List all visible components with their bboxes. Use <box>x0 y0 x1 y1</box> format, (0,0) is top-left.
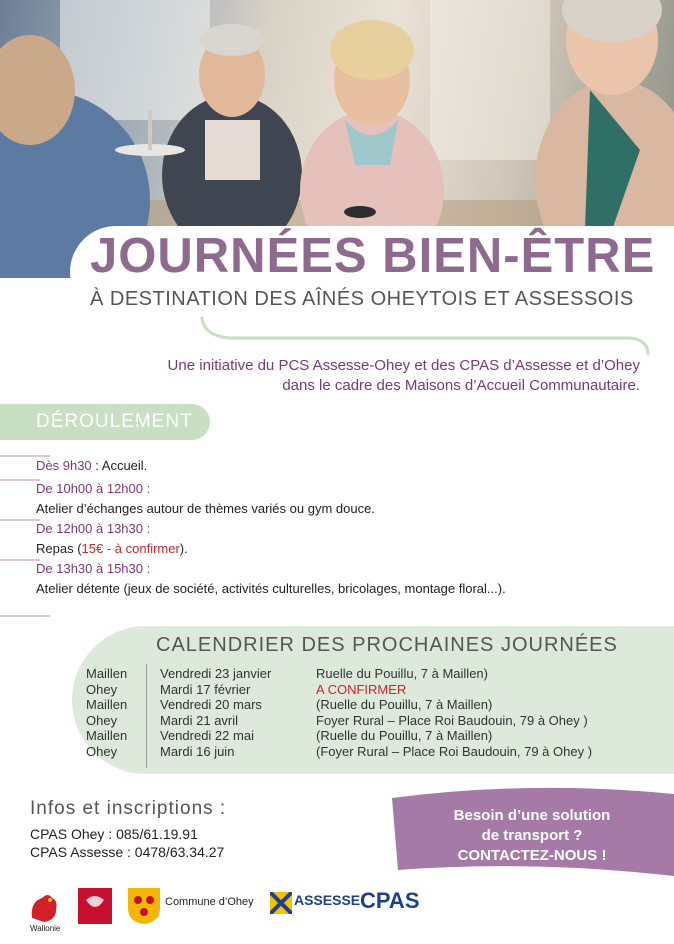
intro-line-1: Une initiative du PCS Assesse-Ohey et des CPAS d’Assesse et d’Ohey <box>167 357 640 374</box>
schedule-item-repas <box>36 541 188 556</box>
schedule-text: : Accueil. <box>91 458 148 473</box>
schedule-text-after: ). <box>179 541 188 556</box>
calendar-place: Ohey <box>86 713 118 728</box>
calendar-date: Vendredi 23 janvier <box>160 666 272 681</box>
contact-ohey: CPAS Ohey : 085/61.19.91 <box>30 826 198 842</box>
calendar-place: Maillen <box>86 697 128 712</box>
page-title: JOURNÉES BIEN-ÊTRE <box>90 229 656 283</box>
schedule-time: De 12h00 à 13h30 : <box>36 521 151 536</box>
calendar-location: (Foyer Rural – Place Roi Baudouin, 79 à Ohey ) <box>316 744 593 759</box>
schedule-time: De 10h00 à 12h00 : <box>36 481 151 496</box>
pcs-logo <box>78 888 112 924</box>
calendar-row <box>86 744 646 760</box>
ohey-coat-of-arms-logo <box>128 888 160 924</box>
calendar-row <box>86 728 646 744</box>
schedule-time: Dès 9h30 <box>36 458 92 473</box>
transport-line-2: de transport ? <box>481 827 583 844</box>
wallonie-label: Wallonie <box>30 924 61 933</box>
schedule-text: Repas ( <box>36 541 82 556</box>
schedule-item-time-3 <box>36 561 150 576</box>
calendar-date: Vendredi 20 mars <box>160 697 262 712</box>
calendar-date: Mardi 16 juin <box>160 744 235 759</box>
calendar-place: Maillen <box>86 666 128 681</box>
schedule-price: 15€ - à confirmer <box>81 541 180 556</box>
calendar-location: A CONFIRMER <box>316 682 407 697</box>
intro-line-2: dans le cadre des Maisons d’Accueil Communautaire. <box>282 377 640 394</box>
transport-line-3: CONTACTEZ-NOUS ! <box>457 847 607 864</box>
decorative-swoosh <box>190 314 660 358</box>
calendar-title: CALENDRIER DES PROCHAINES JOURNÉES <box>156 634 618 656</box>
section-title-deroulement: DÉROULEMENT <box>36 411 193 432</box>
calendar-location: Ruelle du Pouillu, 7 à Maillen) <box>316 666 488 681</box>
infos-title: Infos et inscriptions : <box>30 798 227 819</box>
contact-assesse: CPAS Assesse : 0478/63.34.27 <box>30 844 225 860</box>
logos-footer <box>0 884 674 940</box>
schedule-item-time-2 <box>36 521 150 536</box>
calendar-date: Mardi 21 avril <box>160 713 239 728</box>
transport-line-1: Besoin d’une solution <box>453 807 611 824</box>
schedule-item-atelier-detente <box>36 581 506 596</box>
cpas-logo-text: CPAS <box>360 888 420 913</box>
calendar-date: Mardi 17 février <box>160 682 251 697</box>
assesse-emblem-icon <box>270 892 292 914</box>
calendar-place: Ohey <box>86 682 118 697</box>
calendar-row <box>86 666 646 682</box>
schedule-time: De 13h30 à 15h30 : <box>36 561 151 576</box>
schedule-item-accueil <box>36 458 147 473</box>
calendar-location: Foyer Rural – Place Roi Baudouin, 79 à Ohey ) <box>316 713 588 728</box>
schedule-item-atelier-echanges <box>36 501 375 516</box>
calendar-row <box>86 682 646 698</box>
calendar-place: Ohey <box>86 744 118 759</box>
page-subtitle: À DESTINATION DES AÎNÉS OHEYTOIS ET ASSESSOIS <box>90 288 634 310</box>
assesse-logo-text: ASSESSE <box>294 892 361 908</box>
schedule-text: Atelier d’échanges autour de thèmes variés ou gym douce. <box>36 501 375 516</box>
calendar-place: Maillen <box>86 728 128 743</box>
calendar-date: Vendredi 22 mai <box>160 728 254 743</box>
schedule-text: Atelier détente (jeux de société, activités culturelles, bricolages, montage floral...). <box>36 581 506 596</box>
calendar-row <box>86 697 646 713</box>
calendar-location: (Ruelle du Pouillu, 7 à Maillen) <box>316 697 493 712</box>
transport-callout <box>412 806 652 866</box>
commune-ohey-label: Commune d’Ohey <box>165 896 254 908</box>
intro-text <box>80 356 640 396</box>
calendar-location: (Ruelle du Pouillu, 7 à Maillen) <box>316 728 493 743</box>
calendar-row <box>86 713 646 729</box>
schedule-item-time-1 <box>36 481 150 496</box>
